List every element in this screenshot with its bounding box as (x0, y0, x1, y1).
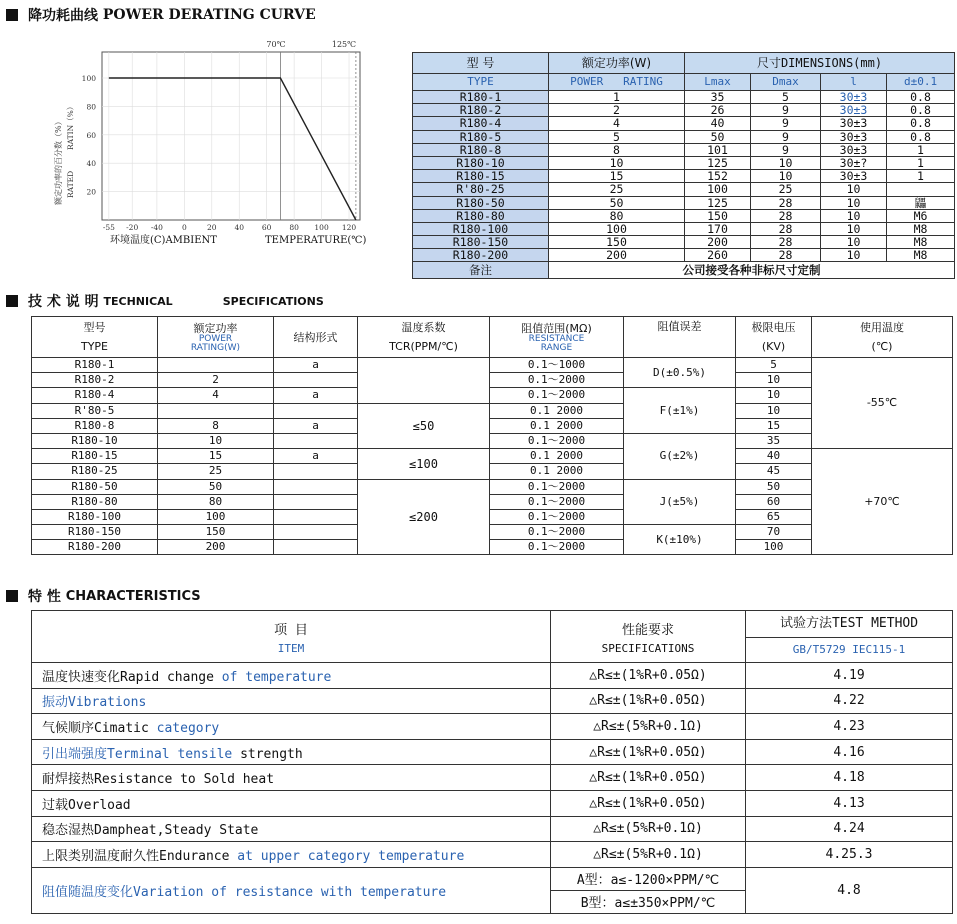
chart-x-tick-label: -55 (102, 223, 115, 232)
dim-value-cell: 30±3 (821, 170, 887, 183)
dim-value-cell: 25 (549, 183, 685, 196)
dim-value-cell: 28 (751, 236, 821, 249)
dim-value-cell: M8 (887, 249, 955, 262)
spec-power-cell: 50 (158, 479, 274, 494)
bullet-square-icon (6, 295, 18, 307)
dimensions-row (413, 117, 955, 130)
dim-value-cell: 5 (751, 91, 821, 104)
dimensions-row (413, 143, 955, 156)
dim-value-cell: 10 (821, 209, 887, 222)
spec-res-cell: 0.1～2000 (490, 509, 624, 524)
char-item-cell (32, 790, 551, 816)
spec-volt-cell: 40 (736, 449, 812, 464)
char-item-text: Rapid change (120, 669, 222, 685)
type-header: 型 号 (413, 53, 549, 74)
chart-y-tick-label: 40 (86, 159, 96, 169)
chart-y-tick-label: 80 (86, 102, 96, 112)
dim-value-cell: 200 (549, 249, 685, 262)
char-item-text: 温度快速变化 (42, 669, 121, 685)
char-item-text: of temperature (221, 669, 332, 685)
char-method-cell: 4.22 (746, 688, 953, 714)
spec-res-cell: 0.1 2000 (490, 418, 624, 433)
char-method-cell: 4.18 (746, 765, 953, 791)
dim-value-cell: 10 (751, 170, 821, 183)
dim-value-cell: 80 (549, 209, 685, 222)
dimensions-row (413, 196, 955, 209)
dim-value-cell: 0.8 (887, 91, 955, 104)
dim-type-cell: R180-100 (413, 222, 549, 235)
spec-volt-cell: 35 (736, 433, 812, 448)
spec-temp-header: 使用温度 (℃) (812, 317, 953, 358)
dim-value-cell: 100 (685, 183, 751, 196)
spec-struct-header: 结构形式 (274, 317, 358, 358)
spec-type-cell: R'80-5 (32, 403, 158, 418)
char-item-cell (32, 663, 551, 689)
dim-value-cell: 15 (549, 170, 685, 183)
x-axis-label-cn: 环境温度(C)AMBIENT (110, 235, 217, 246)
power-header-en: POWER RATING (549, 74, 685, 91)
spec-power-cell: 150 (158, 525, 274, 540)
spec-struct-cell (274, 494, 358, 509)
char-spec-cell: △R≤±(1%R+0.05Ω) (551, 765, 746, 791)
char-row (32, 714, 953, 740)
characteristics-section-title: 特 性 CHARACTERISTICS (6, 586, 201, 606)
char-spec-a: A型：a≤-1200×PPM/℃ (551, 867, 746, 890)
char-item-text: Dampheat,Steady State (94, 823, 259, 839)
char-method-cell: 4.23 (746, 714, 953, 740)
char-item-text: at upper category temperature (237, 848, 465, 864)
char-spec-cell: △R≤±(1%R+0.05Ω) (551, 688, 746, 714)
char-row (32, 790, 953, 816)
dim-value-cell: 10 (751, 156, 821, 169)
technical-section-title: 技 术 说 明 TECHNICAL SPECIFICATIONS (6, 291, 324, 311)
dim-value-cell: 0.8 (887, 117, 955, 130)
dim-value-cell: 260 (685, 249, 751, 262)
dim-value-cell: 50 (685, 130, 751, 143)
char-header-row (32, 611, 953, 663)
char-method-cell: 4.24 (746, 816, 953, 842)
dim-value-cell: M8 (887, 222, 955, 235)
chart-y-tick-label: 100 (81, 74, 96, 83)
power-header: 额定功率(W) (549, 53, 685, 74)
char-method-cell: 4.19 (746, 663, 953, 689)
dim-value-cell: 125 (685, 156, 751, 169)
spec-struct-cell: a (274, 358, 358, 373)
dim-type-cell: R180-200 (413, 249, 549, 262)
chart-x-tick-label: 60 (261, 223, 272, 232)
dim-type-cell: R180-8 (413, 143, 549, 156)
dimensions-row (413, 156, 955, 169)
char-item-text: 引出端强度 (42, 746, 108, 762)
char-method-cell: 4.13 (746, 790, 953, 816)
spec-type-cell: R180-4 (32, 388, 158, 403)
spec-power-cell: 25 (158, 464, 274, 479)
dimensions-row (413, 209, 955, 222)
char-item-text: strength (232, 746, 303, 762)
note-text: 公司接受各种非标尺寸定制 (549, 262, 955, 279)
spec-res-header: 阻值范围(MΩ) RESISTANCE RANGE (490, 317, 624, 358)
dim-value-cell: 5 (549, 130, 685, 143)
char-item-text: Endurance (159, 848, 238, 864)
char-item-cell (32, 688, 551, 714)
chart-y-tick-label: 60 (86, 130, 96, 140)
spec-power-cell (158, 403, 274, 418)
spec-res-cell: 0.1～2000 (490, 373, 624, 388)
x-axis-label-en: TEMPERATURE(℃) (265, 235, 367, 246)
annotation-70c: 70℃ (266, 40, 286, 49)
dim-type-cell: R180-5 (413, 130, 549, 143)
spec-volt-cell: 60 (736, 494, 812, 509)
chart-y-tick-label: 20 (86, 187, 96, 197)
char-item-cell (32, 816, 551, 842)
dim-value-cell: 35 (685, 91, 751, 104)
char-spec-cell: △R≤±(1%R+0.05Ω) (551, 663, 746, 689)
spec-struct-cell: a (274, 418, 358, 433)
spec-tcr-cell (358, 358, 490, 404)
spec-type-cell: R180-8 (32, 418, 158, 433)
spec-res-cell: 0.1～2000 (490, 479, 624, 494)
chart-x-tick-label: 40 (234, 223, 245, 232)
dim-type-cell: R180-15 (413, 170, 549, 183)
chart-x-tick-label: 80 (289, 223, 299, 232)
dim-value-cell: 9 (751, 130, 821, 143)
dim-value-cell: 0.8 (887, 104, 955, 117)
spec-res-cell: 0.1～2000 (490, 540, 624, 555)
char-spec-cell: △R≤±(5%R+0.1Ω) (551, 842, 746, 868)
chart-x-tick-label: 20 (207, 223, 217, 232)
dim-value-cell: 9 (751, 117, 821, 130)
spec-type-cell: R180-10 (32, 433, 158, 448)
dim-value-cell: 10 (821, 183, 887, 196)
spec-res-cell: 0.1～2000 (490, 525, 624, 540)
char-row (32, 739, 953, 765)
spec-power-cell: 8 (158, 418, 274, 433)
dim-value-cell: 30±3 (821, 91, 887, 104)
spec-struct-cell (274, 403, 358, 418)
spec-volt-cell: 70 (736, 525, 812, 540)
dim-value-cell: 100 (549, 222, 685, 235)
dimensions-header-row (413, 53, 955, 74)
dim-value-cell: 1 (887, 143, 955, 156)
derating-curve-line (109, 78, 356, 220)
dimensions-row (413, 183, 955, 196)
dim-value-cell: 40 (685, 117, 751, 130)
type-header-en: TYPE (413, 74, 549, 91)
char-item-text: Cimatic (94, 720, 157, 736)
spec-power-cell: 200 (158, 540, 274, 555)
spec-tol-header: 阻值误差 (624, 317, 736, 358)
spec-struct-cell (274, 540, 358, 555)
dim-value-cell: 150 (549, 236, 685, 249)
dimensions-subheader-row (413, 74, 955, 91)
power-derating-chart (40, 30, 400, 255)
dim-value-cell: 28 (751, 196, 821, 209)
char-item-text: Terminal tensile (107, 746, 233, 762)
char-spec-b: B型：a≤±350×PPM/℃ (551, 890, 746, 913)
char-item-cell (32, 714, 551, 740)
spec-power-cell: 80 (158, 494, 274, 509)
spec-tol-cell: J(±5%) (624, 479, 736, 525)
spec-volt-cell: 100 (736, 540, 812, 555)
spec-struct-cell (274, 509, 358, 524)
dim-value-cell: 30±3 (821, 104, 887, 117)
spec-type-cell: R180-80 (32, 494, 158, 509)
chart-x-tick-label: 0 (181, 223, 187, 232)
note-label: 备注 (413, 262, 549, 279)
char-method-cell: 4.25.3 (746, 842, 953, 868)
spec-power-cell (158, 358, 274, 373)
char-item-text: Resistance to Sold heat (94, 772, 275, 788)
spec-power-header: 额定功率 POWER RATING(W) (158, 317, 274, 358)
char-row-temp-variation (32, 867, 953, 890)
characteristics-table (31, 610, 953, 914)
dimensions-row (413, 104, 955, 117)
char-item-text: 上限类别温度耐久性 (42, 848, 160, 864)
dim-value-cell: 8 (549, 143, 685, 156)
spec-type-cell: R180-2 (32, 373, 158, 388)
char-spec-cell: △R≤±(5%R+0.1Ω) (551, 816, 746, 842)
chart-x-tick-label: -40 (150, 223, 163, 232)
char-spec-cell: △R≤±(5%R+0.1Ω) (551, 714, 746, 740)
spec-tol-cell: G(±2%) (624, 433, 736, 479)
spec-temp-cell: +70℃ (812, 449, 953, 555)
char-item-text: Overload (68, 797, 131, 813)
spec-power-cell: 100 (158, 509, 274, 524)
dim-value-cell: 30±3 (821, 130, 887, 143)
char-spec-cell: △R≤±(1%R+0.05Ω) (551, 739, 746, 765)
spec-volt-cell: 5 (736, 358, 812, 373)
dim-value-cell: 鼺 (887, 196, 955, 209)
dim-type-cell: R180-2 (413, 104, 549, 117)
dim-value-cell: M6 (887, 209, 955, 222)
dimensions-row (413, 91, 955, 104)
dim-value-cell: 4 (549, 117, 685, 130)
y-axis-label-rated: RATED (66, 170, 75, 198)
dim-type-cell: R180-1 (413, 91, 549, 104)
spec-type-cell: R180-100 (32, 509, 158, 524)
spec-struct-cell (274, 433, 358, 448)
spec-header-row (32, 317, 953, 358)
spec-struct-cell (274, 373, 358, 388)
dim-value-cell: M8 (887, 236, 955, 249)
spec-res-cell: 0.1 2000 (490, 449, 624, 464)
char-item-cell (32, 739, 551, 765)
spec-volt-cell: 50 (736, 479, 812, 494)
spec-res-cell: 0.1～2000 (490, 388, 624, 403)
spec-res-cell: 0.1 2000 (490, 464, 624, 479)
spec-type-cell: R180-25 (32, 464, 158, 479)
char-spec-header: 性能要求 SPECIFICATIONS (551, 611, 746, 663)
char-method-header: 试验方法TEST METHOD GB/T5729 IEC115-1 (746, 611, 953, 663)
dim-value-cell: 1 (549, 91, 685, 104)
char-item-cell (32, 765, 551, 791)
bullet-square-icon (6, 9, 18, 21)
spec-power-cell: 2 (158, 373, 274, 388)
spec-row (32, 358, 953, 373)
char-item-text: 耐焊接热 (42, 772, 95, 788)
spec-tol-cell: F(±1%) (624, 388, 736, 434)
dim-value-cell: 9 (751, 143, 821, 156)
dim-type-cell: R180-10 (413, 156, 549, 169)
dimensions-row (413, 222, 955, 235)
chart-x-tick-label: 100 (314, 223, 329, 232)
dim-value-cell: 50 (549, 196, 685, 209)
dim-value-cell: 10 (549, 156, 685, 169)
dim-value-cell: 2 (549, 104, 685, 117)
spec-volt-cell: 10 (736, 373, 812, 388)
spec-volt-header: 极限电压 (KV) (736, 317, 812, 358)
spec-type-cell: R180-1 (32, 358, 158, 373)
spec-struct-cell: a (274, 449, 358, 464)
spec-tcr-cell: ≤50 (358, 403, 490, 449)
spec-res-cell: 0.1 2000 (490, 403, 624, 418)
dim-value-cell: 170 (685, 222, 751, 235)
dimensions-row (413, 170, 955, 183)
spec-power-cell: 15 (158, 449, 274, 464)
spec-type-header: 型号 TYPE (32, 317, 158, 358)
dmax-header: Dmax (751, 74, 821, 91)
dimensions-table (412, 52, 955, 279)
dim-value-cell: 152 (685, 170, 751, 183)
char-row (32, 663, 953, 689)
char-item-text: 振动 (42, 695, 69, 711)
dim-value-cell: 10 (821, 249, 887, 262)
spec-type-cell: R180-150 (32, 525, 158, 540)
dim-value-cell: 30±3 (821, 117, 887, 130)
dim-value-cell: 10 (821, 236, 887, 249)
char-row (32, 842, 953, 868)
dimensions-note-row (413, 262, 955, 279)
spec-volt-cell: 45 (736, 464, 812, 479)
dim-type-cell: R180-4 (413, 117, 549, 130)
spec-res-cell: 0.1～2000 (490, 433, 624, 448)
dim-value-cell: 125 (685, 196, 751, 209)
chart-x-tick-label: -20 (126, 223, 139, 232)
dim-value-cell: 30±3 (821, 143, 887, 156)
spec-tcr-cell: ≤200 (358, 479, 490, 555)
spec-res-cell: 0.1～2000 (490, 494, 624, 509)
char-spec-cell: △R≤±(1%R+0.05Ω) (551, 790, 746, 816)
char-item-text: 稳态湿热 (42, 823, 95, 839)
spec-type-cell: R180-15 (32, 449, 158, 464)
l-header: l (821, 74, 887, 91)
d-header: d±0.1 (887, 74, 955, 91)
dim-type-cell: R'80-25 (413, 183, 549, 196)
lmax-header: Lmax (685, 74, 751, 91)
technical-spec-table (31, 316, 953, 555)
dim-type-cell: R180-150 (413, 236, 549, 249)
dim-value-cell: 26 (685, 104, 751, 117)
spec-row (32, 449, 953, 464)
dim-value-cell: 28 (751, 222, 821, 235)
spec-type-cell: R180-200 (32, 540, 158, 555)
dim-value-cell: 150 (685, 209, 751, 222)
char-row (32, 688, 953, 714)
char-item-cell (32, 842, 551, 868)
char-item-text: category (156, 720, 220, 736)
dim-type-cell: R180-50 (413, 196, 549, 209)
y-axis-label-cn: 额定功率的百分数（%） (54, 117, 63, 205)
spec-tcr-cell: ≤100 (358, 449, 490, 479)
dim-value-cell: 10 (821, 196, 887, 209)
dim-value-cell: 25 (751, 183, 821, 196)
char-method-cell: 4.8 (746, 867, 953, 913)
spec-temp-cell: -55℃ (812, 358, 953, 449)
dim-value-cell: 28 (751, 209, 821, 222)
char-item-header: 项 目 ITEM (32, 611, 551, 663)
spec-volt-cell: 10 (736, 403, 812, 418)
spec-volt-cell: 10 (736, 388, 812, 403)
dim-value-cell: 28 (751, 249, 821, 262)
spec-struct-cell (274, 479, 358, 494)
derating-section-title: 降功耗曲线 POWER DERATING CURVE (6, 5, 316, 25)
char-method-cell: 4.16 (746, 739, 953, 765)
dim-value-cell: 0.8 (887, 130, 955, 143)
dim-value-cell: 9 (751, 104, 821, 117)
spec-tol-cell: K(±10%) (624, 525, 736, 555)
spec-type-cell: R180-50 (32, 479, 158, 494)
chart-x-tick-label: 120 (341, 223, 357, 232)
dim-value-cell: 1 (887, 170, 955, 183)
dim-value-cell: 200 (685, 236, 751, 249)
dimensions-row (413, 130, 955, 143)
spec-tol-cell: D(±0.5%) (624, 358, 736, 388)
dim-value-cell (887, 183, 955, 196)
char-item-text: 气候顺序 (42, 720, 95, 736)
dim-value-cell: 30±? (821, 156, 887, 169)
char-item-cell: 阻值随温度变化Variation of resistance with temperature (32, 867, 551, 913)
char-row (32, 816, 953, 842)
spec-volt-cell: 15 (736, 418, 812, 433)
char-row (32, 765, 953, 791)
dimensions-header: 尺寸DIMENSIONS(mm) (685, 53, 955, 74)
char-item-text: 过载 (42, 797, 69, 813)
spec-power-cell: 10 (158, 433, 274, 448)
dimensions-row (413, 249, 955, 262)
spec-struct-cell: a (274, 388, 358, 403)
dim-value-cell: 10 (821, 222, 887, 235)
dimensions-row (413, 236, 955, 249)
spec-power-cell: 4 (158, 388, 274, 403)
annotation-125c: 125℃ (331, 40, 357, 49)
spec-volt-cell: 65 (736, 509, 812, 524)
spec-tcr-header: 温度系数 TCR(PPM/℃) (358, 317, 490, 358)
bullet-square-icon (6, 590, 18, 602)
dim-value-cell: 101 (685, 143, 751, 156)
spec-res-cell: 0.1～1000 (490, 358, 624, 373)
dim-value-cell: 1 (887, 156, 955, 169)
char-item-text: Vibrations (68, 695, 147, 711)
spec-struct-cell (274, 525, 358, 540)
spec-struct-cell (274, 464, 358, 479)
y-axis-label-en: RATIN（%） (66, 102, 75, 150)
dim-type-cell: R180-80 (413, 209, 549, 222)
